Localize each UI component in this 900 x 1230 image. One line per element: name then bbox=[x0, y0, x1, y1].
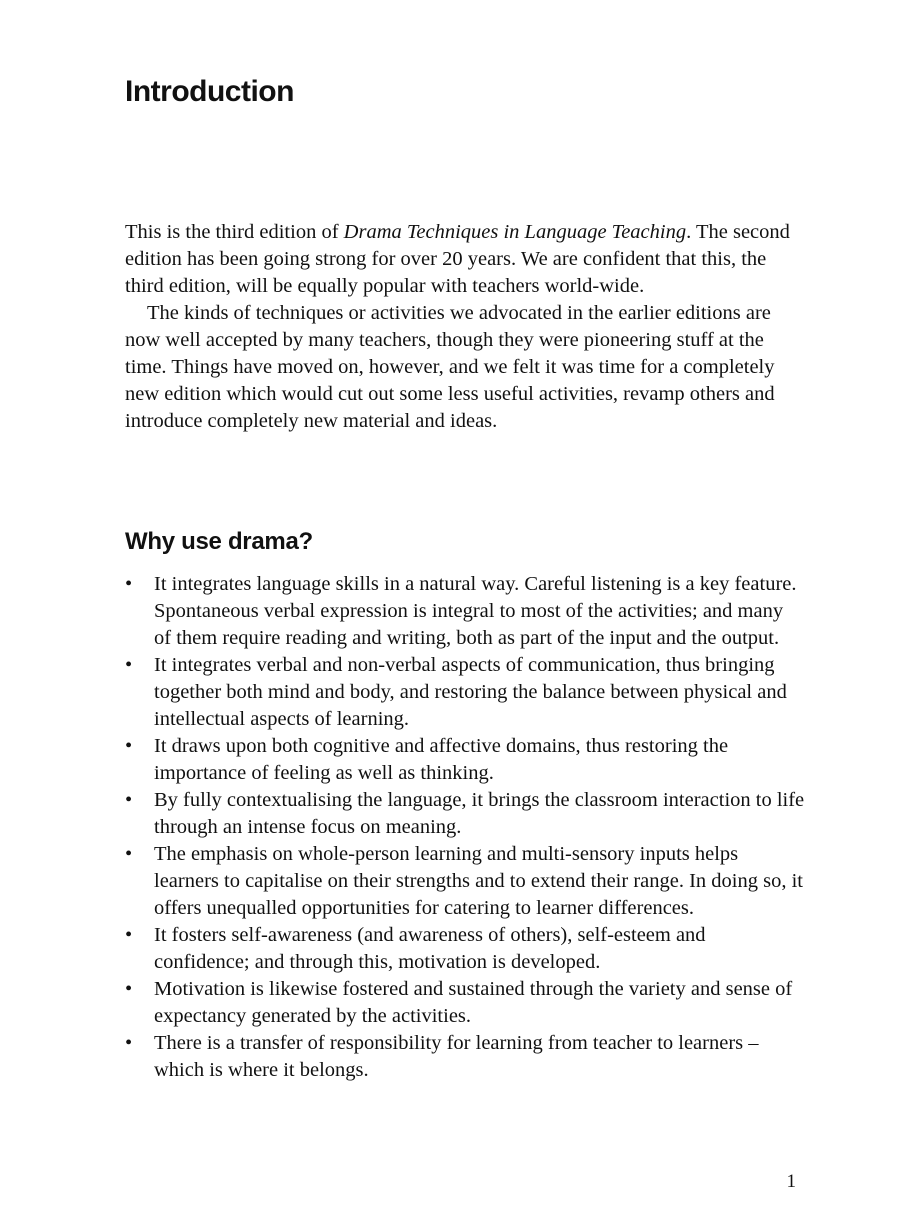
section-heading: Why use drama? bbox=[125, 528, 313, 555]
bullet-icon: • bbox=[125, 789, 133, 811]
list-item-text: There is a transfer of responsibility for learning from teacher to learners – which is where it belongs. bbox=[154, 1032, 759, 1081]
list-item bbox=[125, 652, 805, 733]
introduction-body bbox=[125, 219, 805, 435]
list-item-text: It integrates language skills in a natural way. Careful listening is a key feature. Spontaneous verbal expression is integral to most of the activities; and many of them require reading and writing, both as part of the input and the output. bbox=[154, 573, 797, 649]
intro-paragraph-1 bbox=[125, 219, 805, 300]
chapter-title: Introduction bbox=[125, 75, 294, 108]
bullet-icon: • bbox=[125, 978, 133, 1000]
list-item-text: Motivation is likewise fostered and sustained through the variety and sense of expectancy generated by the activities. bbox=[154, 978, 793, 1027]
list-item-text: By fully contextualising the language, it brings the classroom interaction to life through an intense focus on meaning. bbox=[154, 789, 805, 838]
list-item-text: It fosters self-awareness (and awareness of others), self-esteem and confidence; and through this, motivation is developed. bbox=[154, 924, 706, 973]
list-item-text: It integrates verbal and non-verbal aspects of communication, thus bringing together both mind and body, and restoring the balance between physical and intellectual aspects of learning. bbox=[154, 654, 787, 730]
list-item-text: It draws upon both cognitive and affective domains, thus restoring the importance of feeling as well as thinking. bbox=[154, 735, 729, 784]
why-drama-list bbox=[125, 571, 805, 1084]
list-item bbox=[125, 976, 805, 1030]
bullet-icon: • bbox=[125, 1032, 133, 1054]
list-item bbox=[125, 787, 805, 841]
intro-paragraph-1-text-start: This is the third edition of bbox=[125, 221, 344, 243]
page-number: 1 bbox=[786, 1171, 796, 1192]
bullet-icon: • bbox=[125, 573, 133, 595]
bullet-icon: • bbox=[125, 654, 133, 676]
list-item bbox=[125, 922, 805, 976]
bullet-icon: • bbox=[125, 735, 133, 757]
list-item-text: The emphasis on whole-person learning and multi-sensory inputs helps learners to capitalise on their strengths and to extend their range. In doing so, it offers unequalled opportunities for catering to learner differences. bbox=[154, 843, 803, 919]
list-item bbox=[125, 571, 805, 652]
book-title-italic: Drama Techniques in Language Teaching bbox=[343, 221, 687, 243]
list-item bbox=[125, 733, 805, 787]
list-item bbox=[125, 1030, 805, 1084]
bullet-icon: • bbox=[125, 843, 133, 865]
intro-paragraph-1-text-end: . The second edition has been going strong for over 20 years. We are confident that this, the third edition, will be equally popular with teachers world-wide. bbox=[125, 221, 790, 297]
bullet-icon: • bbox=[125, 924, 133, 946]
intro-paragraph-2: The kinds of techniques or activities we advocated in the earlier editions are now well accepted by many teachers, though they were pioneering stuff at the time. Things have moved on, however, and we felt it was time for a completely new edition which would cut out some less useful activities, revamp others and introduce completely new material and ideas. bbox=[125, 302, 775, 432]
list-item bbox=[125, 841, 805, 922]
